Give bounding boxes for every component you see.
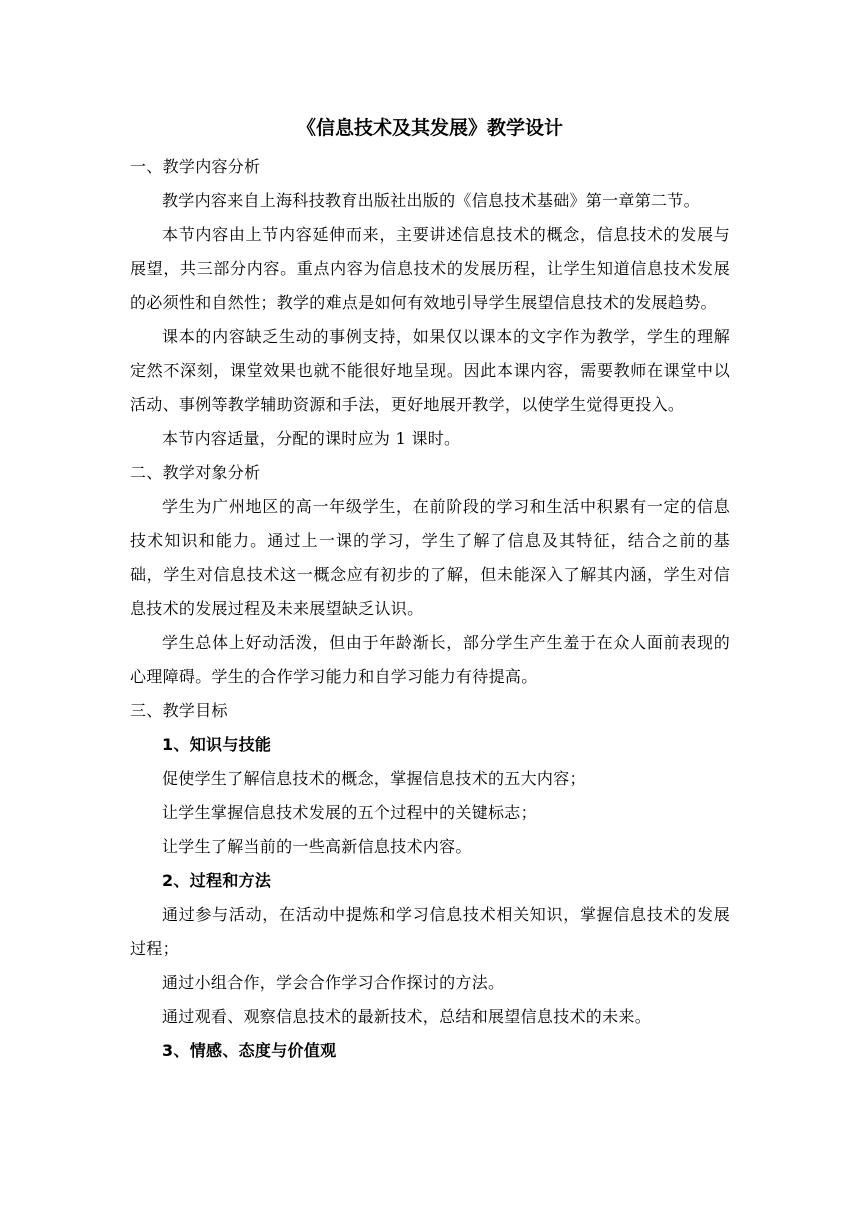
objective-item: 让学生了解当前的一些高新信息技术内容。 bbox=[162, 837, 472, 856]
document-title: 《信息技术及其发展》教学设计 bbox=[296, 117, 563, 139]
paragraph: 本节内容由上节内容延伸而来，主要讲述信息技术的概念，信息技术的发展与展望，共三部分内容。重点内容为信息技术的发展历程，让学生知道信息技术发展的必须性和自然性；教学的难点是如何有效地引导学生展望信息技术的发展趋势。 bbox=[130, 225, 730, 312]
paragraph: 教学内容来自上海科技教育出版社出版的《信息技术基础》第一章第二节。 bbox=[162, 191, 700, 210]
objective-item: 通过观看、观察信息技术的最新技术，总结和展望信息技术的未来。 bbox=[162, 1007, 652, 1026]
paragraph: 学生为广州地区的高一年级学生，在前阶段的学习和生活中积累有一定的信息技术知识和能力。通过上一课的学习，学生了解了信息及其特征，结合之前的基础，学生对信息技术这一概念应有初步的了解，但未能深入了解其内涵，学生对信息技术的发展过程及未来展望缺乏认识。 bbox=[130, 497, 730, 618]
objective-item: 让学生掌握信息技术发展的五个过程中的关键标志； bbox=[162, 803, 537, 822]
paragraph: 本节内容适量，分配的课时应为 1 课时。 bbox=[162, 429, 461, 448]
subheading-process-methods: 2、过程和方法 bbox=[162, 871, 272, 890]
objective-item: 通过参与活动，在活动中提炼和学习信息技术相关知识，掌握信息技术的发展过程； bbox=[130, 905, 730, 958]
document-body bbox=[130, 150, 730, 1068]
objective-item: 通过小组合作，学会合作学习合作探讨的方法。 bbox=[162, 973, 505, 992]
section-heading-audience-analysis: 二、教学对象分析 bbox=[130, 463, 261, 482]
objective-item: 促使学生了解信息技术的概念，掌握信息技术的五大内容； bbox=[162, 769, 586, 788]
subheading-knowledge-skills: 1、知识与技能 bbox=[162, 735, 272, 754]
section-heading-objectives: 三、教学目标 bbox=[130, 701, 228, 720]
paragraph: 课本的内容缺乏生动的事例支持，如果仅以课本的文字作为教学，学生的理解定然不深刻，课堂效果也就不能很好地呈现。因此本课内容，需要教师在课堂中以活动、事例等教学辅助资源和手法，更好地展开教学，以使学生觉得更投入。 bbox=[130, 327, 730, 414]
section-heading-content-analysis: 一、教学内容分析 bbox=[130, 157, 261, 176]
subheading-emotion-values: 3、情感、态度与价值观 bbox=[162, 1041, 337, 1060]
paragraph: 学生总体上好动活泼，但由于年龄渐长，部分学生产生羞于在众人面前表现的心理障碍。学生的合作学习能力和自学习能力有待提高。 bbox=[130, 633, 730, 686]
